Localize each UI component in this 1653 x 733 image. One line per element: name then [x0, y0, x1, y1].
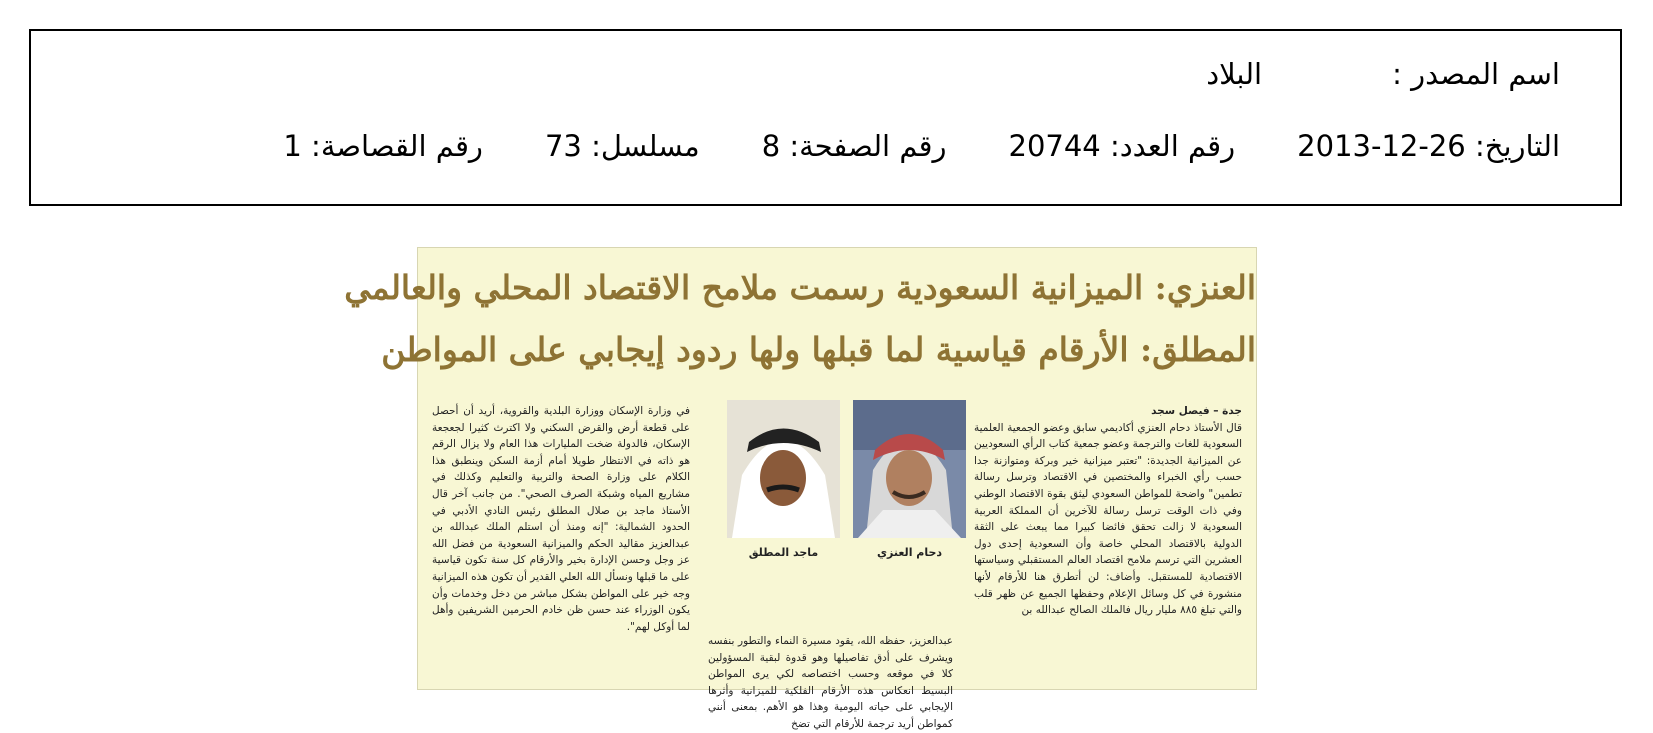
source-info-box [29, 29, 1622, 206]
article-column-right [974, 403, 1242, 619]
photo-caption-2: ماجد المطلق [748, 546, 819, 559]
source-value: البلاد [1206, 57, 1263, 91]
photo-dahham-alanazi [853, 400, 966, 538]
article-column-middle: عبدالعزيز، حفظه الله، يقود مسيرة النماء والتطور بنفسه ويشرف على أدق تفاصيلها وهو قدوة لبقية المسؤولين كلا في موقعه وحسب اختصاصه لكي يرى المواطن البسيط انعكاس هذه الأرقام الفلكية للميزانية وأثرها الإيجابي على حياته اليومية وهذا هو الأهم. بمعنى أنني كمواطن أريد ترجمة للأرقام التي تضخ [708, 635, 953, 730]
photo-caption-1: دحام العنزي [876, 546, 943, 559]
newspaper-clipping [344, 247, 1257, 730]
column-right-text: قال الأستاذ دحام العنزي أكاديمي سابق وعضو الجمعية العلمية السعودية للغات والترجمة وعضو جمعية كتاب الرأي السعوديين عن الميزانية الجديدة: "تعتبر ميزانية خير وبركة ومتوازنة جدا حسب رأي الخبراء والمختصين في الاقتصاد وترسل رسالة تطمين" واضحة للمواطن السعودي ليثق بقوة الاقتصاد الوطني وفي ذات الوقت ترسل رسالة للآخرين أن المملكة العربية السعودية لا زالت تحقق فائضا كبيرا مما يبعث على الثقة الدولية بالاقتصاد المحلي خاصة وأن السعودية إحدى دول العشرين التي ترسم ملامح اقتصاد العالم المستقبلي وسياستها الاقتصادية للمستقبل. وأضاف: لن أتطرق هنا للأرقام لأنها منشورة في كل وسائل الإعلام وحفظها الجميع عن ظهر قلب والتي تبلغ ٨٨٥ مليار ريال فالملك الصالح عبدالله بن [974, 421, 1242, 617]
photo-majed-almutlaq [727, 400, 840, 538]
details-row [283, 129, 1560, 163]
source-label: اسم المصدر : [1392, 57, 1560, 91]
serial-field: مسلسل: 73 [544, 129, 700, 163]
issue-field: رقم العدد: 20744 [1008, 129, 1236, 163]
headline-main: العنزي: الميزانية السعودية رسمت ملامح الاقتصاد المحلي والعالمي [344, 268, 1256, 307]
date-field: التاريخ: 26-12-2013 [1297, 129, 1560, 163]
clip-number-field: رقم القصاصة: 1 [283, 129, 483, 163]
byline: جدة – فيصل سجد [1151, 405, 1242, 417]
headline-sub: المطلق: الأرقام قياسية لما قبلها ولها ردود إيجابي على المواطن [381, 330, 1256, 369]
source-row [1206, 57, 1560, 91]
page-field: رقم الصفحة: 8 [761, 129, 947, 163]
article-column-left: في وزارة الإسكان ووزارة البلدية والقروية، أريد أن أحصل على قطعة أرض والقرض السكني ولا اكترث كثيرا لجعجعة الإسكان، فالدولة ضخت المليارات هذا العام ولا يزال الرقم هو ذاته في الانتظار طويلا أمام أزمة السكن وينطبق هذا الكلام على وزارة الصحة والتربية والتعليم وكذلك في مشاريع المياه وشبكة الصرف الصحي". من جانب آخر قال الأستاذ ماجد بن صلال المطلق رئيس النادي الأدبي في الحدود الشمالية: "إنه ومنذ أن استلم الملك عبدالله بن عبدالعزيز مقاليد الحكم والميزانية السعودية من فضل الله عز وجل وحسن الإدارة بخير والأرقام كل سنة تكون قياسية على ما قبلها ونسأل الله العلي القدير أن تكون هذه الميزانية وجه خير على المواطن بشكل مباشر من دخل وخدمات وأن يكون الوزراء عند حسن ظن خادم الحرمين الشريفين وأهل لما أوكل لهم". [432, 405, 690, 633]
